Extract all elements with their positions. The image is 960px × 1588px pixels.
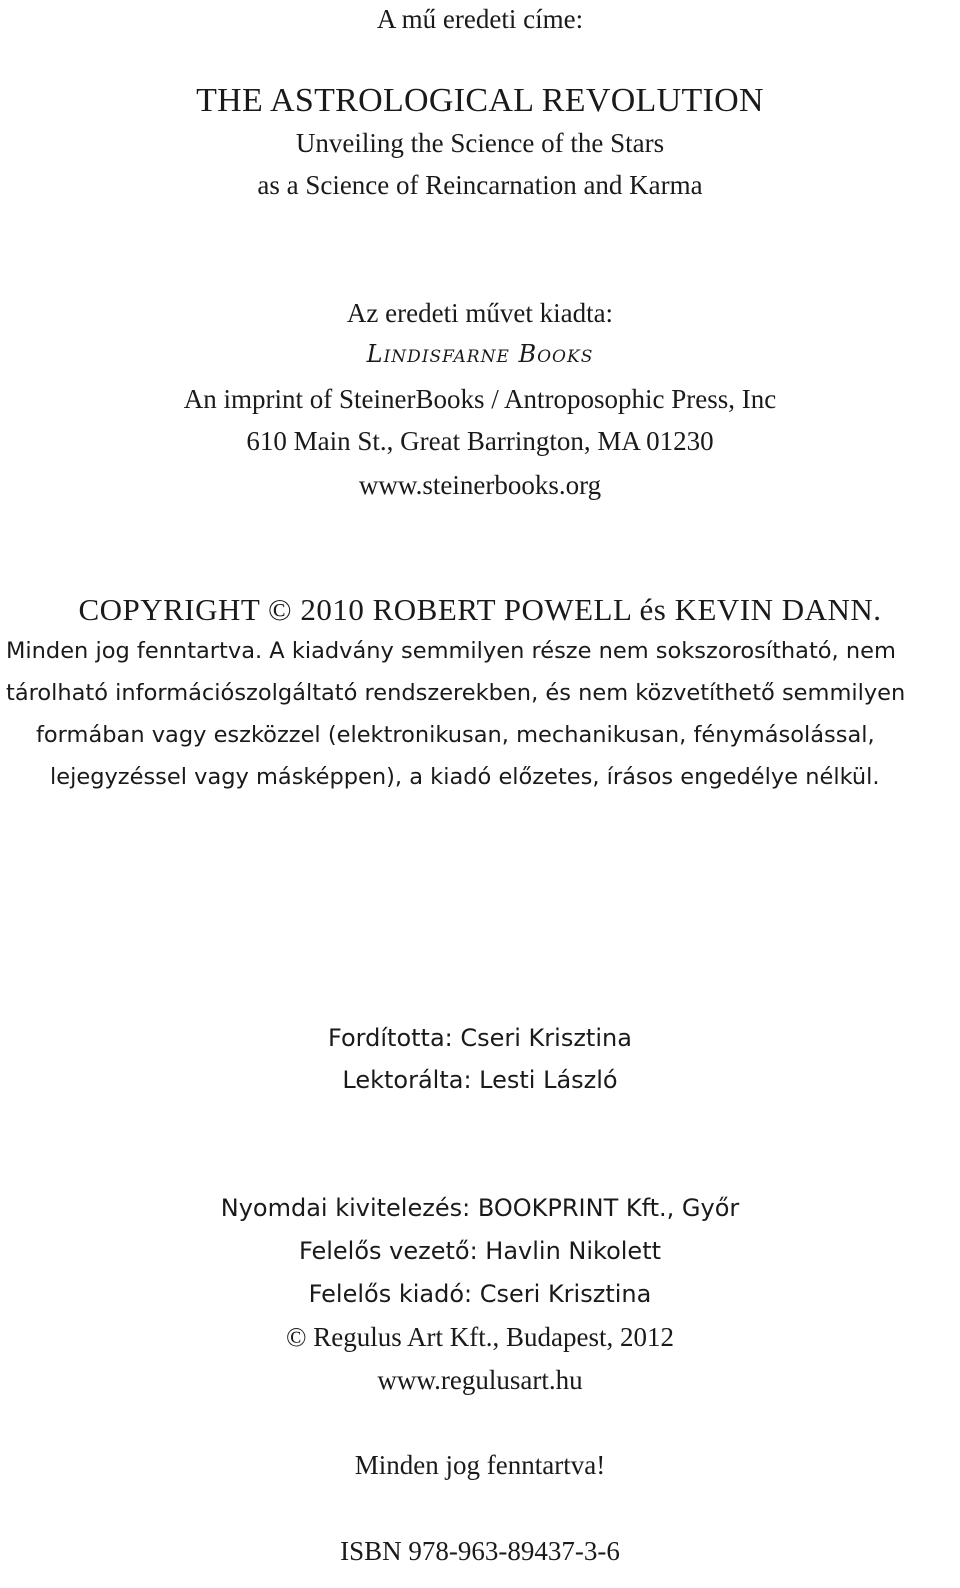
- copyright-heading: COPYRIGHT © 2010 ROBERT POWELL és KEVIN DANN.: [78, 592, 882, 627]
- original-publisher-label: Az eredeti művet kiadta:: [346, 298, 614, 328]
- publisher-website: www.steinerbooks.org: [358, 470, 602, 500]
- copyright-notice-line-4: lejegyzéssel vagy másképpen), a kiadó előzetes, írásos engedélye nélkül.: [50, 764, 880, 790]
- original-subtitle-line-2: as a Science of Reincarnation and Karma: [257, 170, 703, 200]
- copyright-notice-line-1: Minden jog fenntartva. A kiadvány semmilyen része nem sokszorosítható, nem: [6, 638, 896, 664]
- publisher-imprint: An imprint of SteinerBooks / Antroposophic Press, Inc: [183, 384, 777, 414]
- responsible-manager: Felelős vezető: Havlin Nikolett: [298, 1237, 662, 1265]
- publisher-copyright: © Regulus Art Kft., Budapest, 2012: [286, 1322, 674, 1352]
- translator-credit: Fordította: Cseri Krisztina: [328, 1024, 632, 1052]
- printer-credit: Nyomdai kivitelezés: BOOKPRINT Kft., Győr: [220, 1194, 740, 1222]
- original-subtitle-line-1: Unveiling the Science of the Stars: [295, 128, 665, 158]
- copyright-notice-line-3: formában vagy eszközzel (elektronikusan, mechanikusan, fénymásolással,: [36, 722, 875, 748]
- publisher-address: 610 Main St., Great Barrington, MA 01230: [246, 426, 714, 456]
- original-book-title: THE ASTROLOGICAL REVOLUTION: [196, 82, 764, 119]
- lindisfarne-books-logo: Lindisfarne Books: [366, 340, 594, 368]
- copyright-notice-line-2: tárolható információszolgáltató rendszerekben, és nem közvetíthető semmilyen: [6, 680, 906, 706]
- responsible-publisher: Felelős kiadó: Cseri Krisztina: [308, 1280, 652, 1308]
- all-rights-reserved: Minden jog fenntartva!: [354, 1450, 606, 1480]
- publisher-website-hu: www.regulusart.hu: [377, 1365, 583, 1395]
- editor-credit: Lektorálta: Lesti László: [342, 1066, 618, 1094]
- isbn: ISBN 978-963-89437-3-6: [340, 1536, 620, 1566]
- original-title-label: A mű eredeti címe:: [376, 4, 584, 34]
